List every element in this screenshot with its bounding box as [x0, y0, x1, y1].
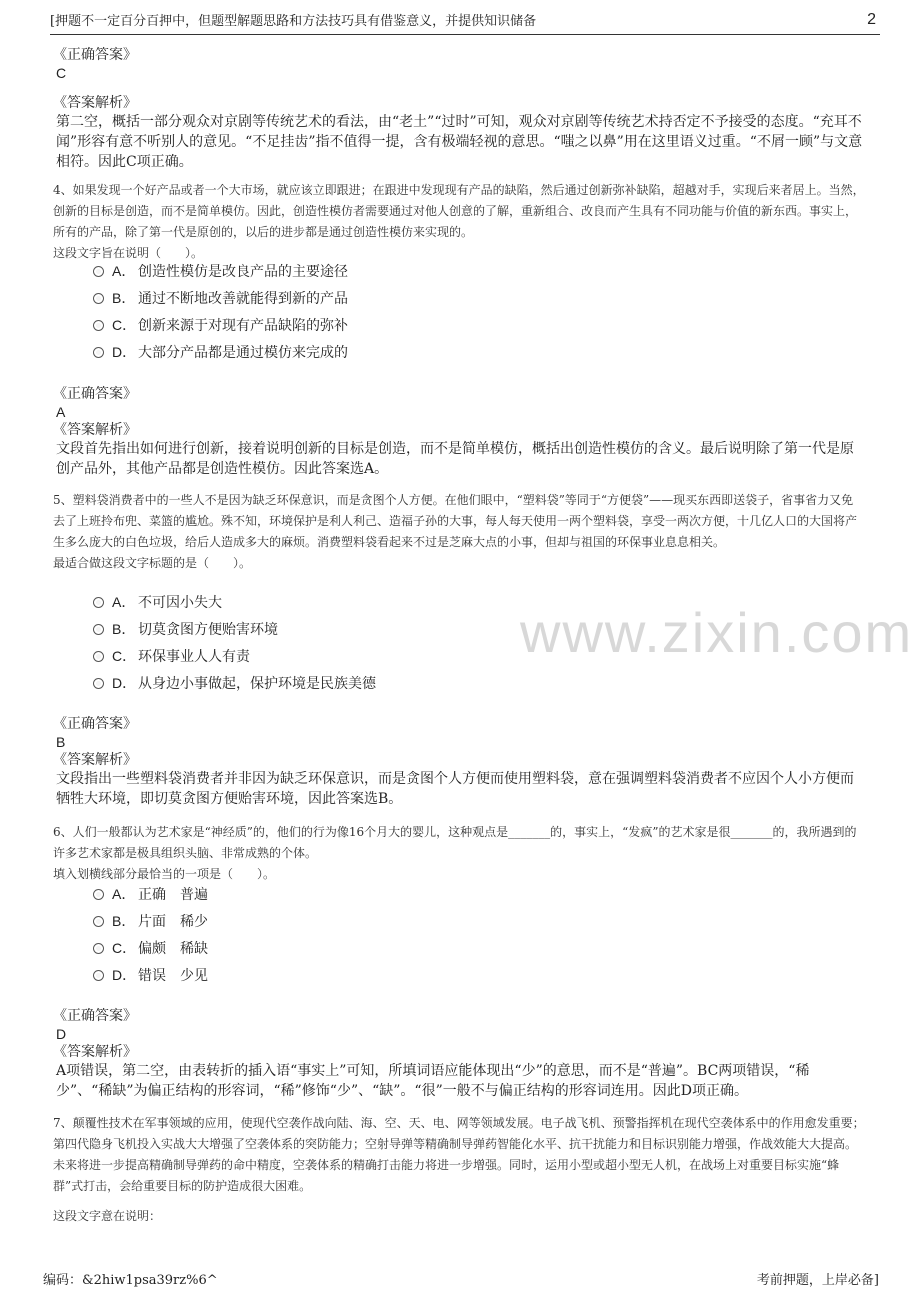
option-d[interactable]: D． 从身边小事做起，保护环境是民族美德 — [93, 672, 376, 699]
radio-icon[interactable] — [93, 651, 104, 662]
q5-stem — [53, 490, 865, 574]
watermark: www.zixin.com — [520, 601, 914, 664]
correct-answer: D — [56, 1026, 67, 1042]
correct-answer-label: 《正确答案》 — [53, 716, 137, 732]
q4-options — [93, 260, 348, 368]
q3-answer-section — [53, 46, 865, 82]
analysis-text: 第二空，概括一部分观众对京剧等传统艺术的看法，由“老土”“过时”可知，观众对京剧等传统艺术持否定不予接受的态度。“充耳不闻”形容有意不听别人的意见。“不足挂齿”指不值得一提，含有极端轻视的意思。“嗤之以鼻”用在这里语义过重。“不屑一顾”与文意相符。因此C项正确。 — [56, 114, 863, 170]
q5-answer-section — [53, 715, 865, 809]
correct-answer-label: 《正确答案》 — [53, 47, 137, 63]
correct-answer-label: 《正确答案》 — [53, 386, 137, 402]
question-prompt: 填入划横线部分最恰当的一项是（ ）。 — [53, 867, 276, 881]
question-prompt: 最适合做这段文字标题的是（ ）。 — [53, 556, 252, 570]
correct-answer: C — [56, 65, 67, 81]
analysis-label: 《答案解析》 — [53, 1044, 137, 1060]
correct-answer-label: 《正确答案》 — [53, 1008, 137, 1024]
q7-stem — [53, 1113, 865, 1197]
radio-icon[interactable] — [93, 597, 104, 608]
q6-answer-section — [53, 1007, 865, 1101]
page-number: 2 — [867, 11, 876, 28]
option-b[interactable]: B． 片面 稀少 — [93, 910, 208, 937]
radio-icon[interactable] — [93, 678, 104, 689]
analysis-label: 《答案解析》 — [53, 95, 137, 111]
radio-icon[interactable] — [93, 943, 104, 954]
radio-icon[interactable] — [93, 916, 104, 927]
radio-icon[interactable] — [93, 624, 104, 635]
option-d[interactable]: D． 大部分产品都是通过模仿来完成的 — [93, 341, 348, 368]
question-text: 6、人们一般都认为艺术家是“神经质”的，他们的行为像16个月大的婴儿，这种观点是_______的，事实上，“发疯”的艺术家是很_______的，我所遇到的许多艺术家都是极具组织头脑、非常成熟的个体。 — [53, 825, 857, 860]
option-c[interactable]: C． 创新来源于对现有产品缺陷的弥补 — [93, 314, 348, 341]
q4-answer-section — [53, 385, 865, 479]
q3-analysis-section — [53, 94, 865, 172]
page-header — [50, 12, 880, 35]
option-a[interactable]: A． 正确 普遍 — [93, 883, 208, 910]
option-a[interactable]: A． 创造性模仿是改良产品的主要途径 — [93, 260, 348, 287]
option-c[interactable]: C． 环保事业人人有责 — [93, 645, 376, 672]
analysis-text: 文段首先指出如何进行创新，接着说明创新的目标是创造，而不是简单模仿，概括出创造性模仿的含义。最后说明除了第一代是原创产品外，其他产品都是创造性模仿。因此答案选A。 — [56, 441, 854, 477]
radio-icon[interactable] — [93, 293, 104, 304]
option-a[interactable]: A． 不可因小失大 — [93, 591, 376, 618]
analysis-label: 《答案解析》 — [53, 422, 137, 438]
radio-icon[interactable] — [93, 320, 104, 331]
radio-icon[interactable] — [93, 266, 104, 277]
option-d[interactable]: D． 错误 少见 — [93, 964, 208, 991]
footer-code: 编码：&2hiw1psa39rz%6^ — [43, 1273, 218, 1288]
question-text: 4、如果发现一个好产品或者一个大市场，就应该立即跟进；在跟进中发现现有产品的缺陷，然后通过创新弥补缺陷，超越对手，实现后来者居上。当然，创新的目标是创造，而不是简单模仿。因此，创造性模仿者需要通过对他人创意的了解，重新组合、改良而产生具有不同功能与价值的新东西。事实上，所有的产品，除了第一代是原创的，以后的进步都是通过创造性模仿来实现的。 — [53, 183, 865, 239]
radio-icon[interactable] — [93, 970, 104, 981]
q4-stem — [53, 180, 865, 264]
radio-icon[interactable] — [93, 889, 104, 900]
analysis-label: 《答案解析》 — [53, 752, 137, 768]
analysis-text: A项错误，第二空，由表转折的插入语“事实上”可知，所填词语应能体现出“少”的意思，而不是“普遍”。BC两项错误，“稀少”、“稀缺”为偏正结构的形容词，“稀”修饰“少”、“缺”。“很”一般不与偏正结构的形容词连用。因此D项正确。 — [56, 1063, 810, 1099]
option-b[interactable]: B． 通过不断地改善就能得到新的产品 — [93, 287, 348, 314]
question-prompt: 这段文字意在说明： — [53, 1209, 162, 1223]
footer-slogan: 考前押题，上岸必备] — [756, 1273, 879, 1288]
q6-options — [93, 883, 208, 991]
option-c[interactable]: C． 偏颇 稀缺 — [93, 937, 208, 964]
question-prompt: 这段文字旨在说明（ ）。 — [53, 246, 204, 260]
q5-options — [93, 591, 376, 699]
question-text: 7、颠覆性技术在军事领域的应用，使现代空袭作战向陆、海、空、天、电、网等领域发展。电子战飞机、预警指挥机在现代空袭体系中的作用愈发重要；第四代隐身飞机投入实战大大增强了空袭体系的突防能力；空射导弹等精确制导弹药智能化水平、抗干扰能力和目标识别能力增强，作战效能大大提高。未来将进一步提高精确制导弹药的命中精度，空袭体系的精确打击能力将进一步增强。同时，运用小型或超小型无人机，在战场上对重要目标实施“蜂群”式打击，会给重要目标的防护造成很大困难。 — [53, 1116, 865, 1193]
radio-icon[interactable] — [93, 347, 104, 358]
analysis-text: 文段指出一些塑料袋消费者并非因为缺乏环保意识，而是贪图个人方便而使用塑料袋，意在强调塑料袋消费者不应因个人小方便而牺牲大环境，即切莫贪图方便贻害环境，因此答案选B。 — [56, 771, 854, 807]
option-b[interactable]: B． 切莫贪图方便贻害环境 — [93, 618, 376, 645]
question-text: 5、塑料袋消费者中的一些人不是因为缺乏环保意识，而是贪图个人方便。在他们眼中，“塑料袋”等同于“方便袋”——现买东西即送袋子，省事省力又免去了上班拎布兜、菜篮的尴尬。殊不知，环境保护是利人利己、造福子孙的大事，每人每天使用一两个塑料袋，享受一两次方便，十几亿人口的大国将产生多么庞大的白色垃圾，给后人造成多大的麻烦。消费塑料袋看起来不过是芝麻大点的小事，但却与祖国的环保事业息息相关。 — [53, 493, 858, 549]
q7-prompt-section — [53, 1206, 865, 1227]
correct-answer: A — [56, 404, 66, 420]
header-text: [押题不一定百分百押中，但题型解题思路和方法技巧具有借鉴意义，并提供知识储备 — [50, 14, 537, 29]
correct-answer: B — [56, 734, 66, 750]
q6-stem — [53, 822, 865, 885]
